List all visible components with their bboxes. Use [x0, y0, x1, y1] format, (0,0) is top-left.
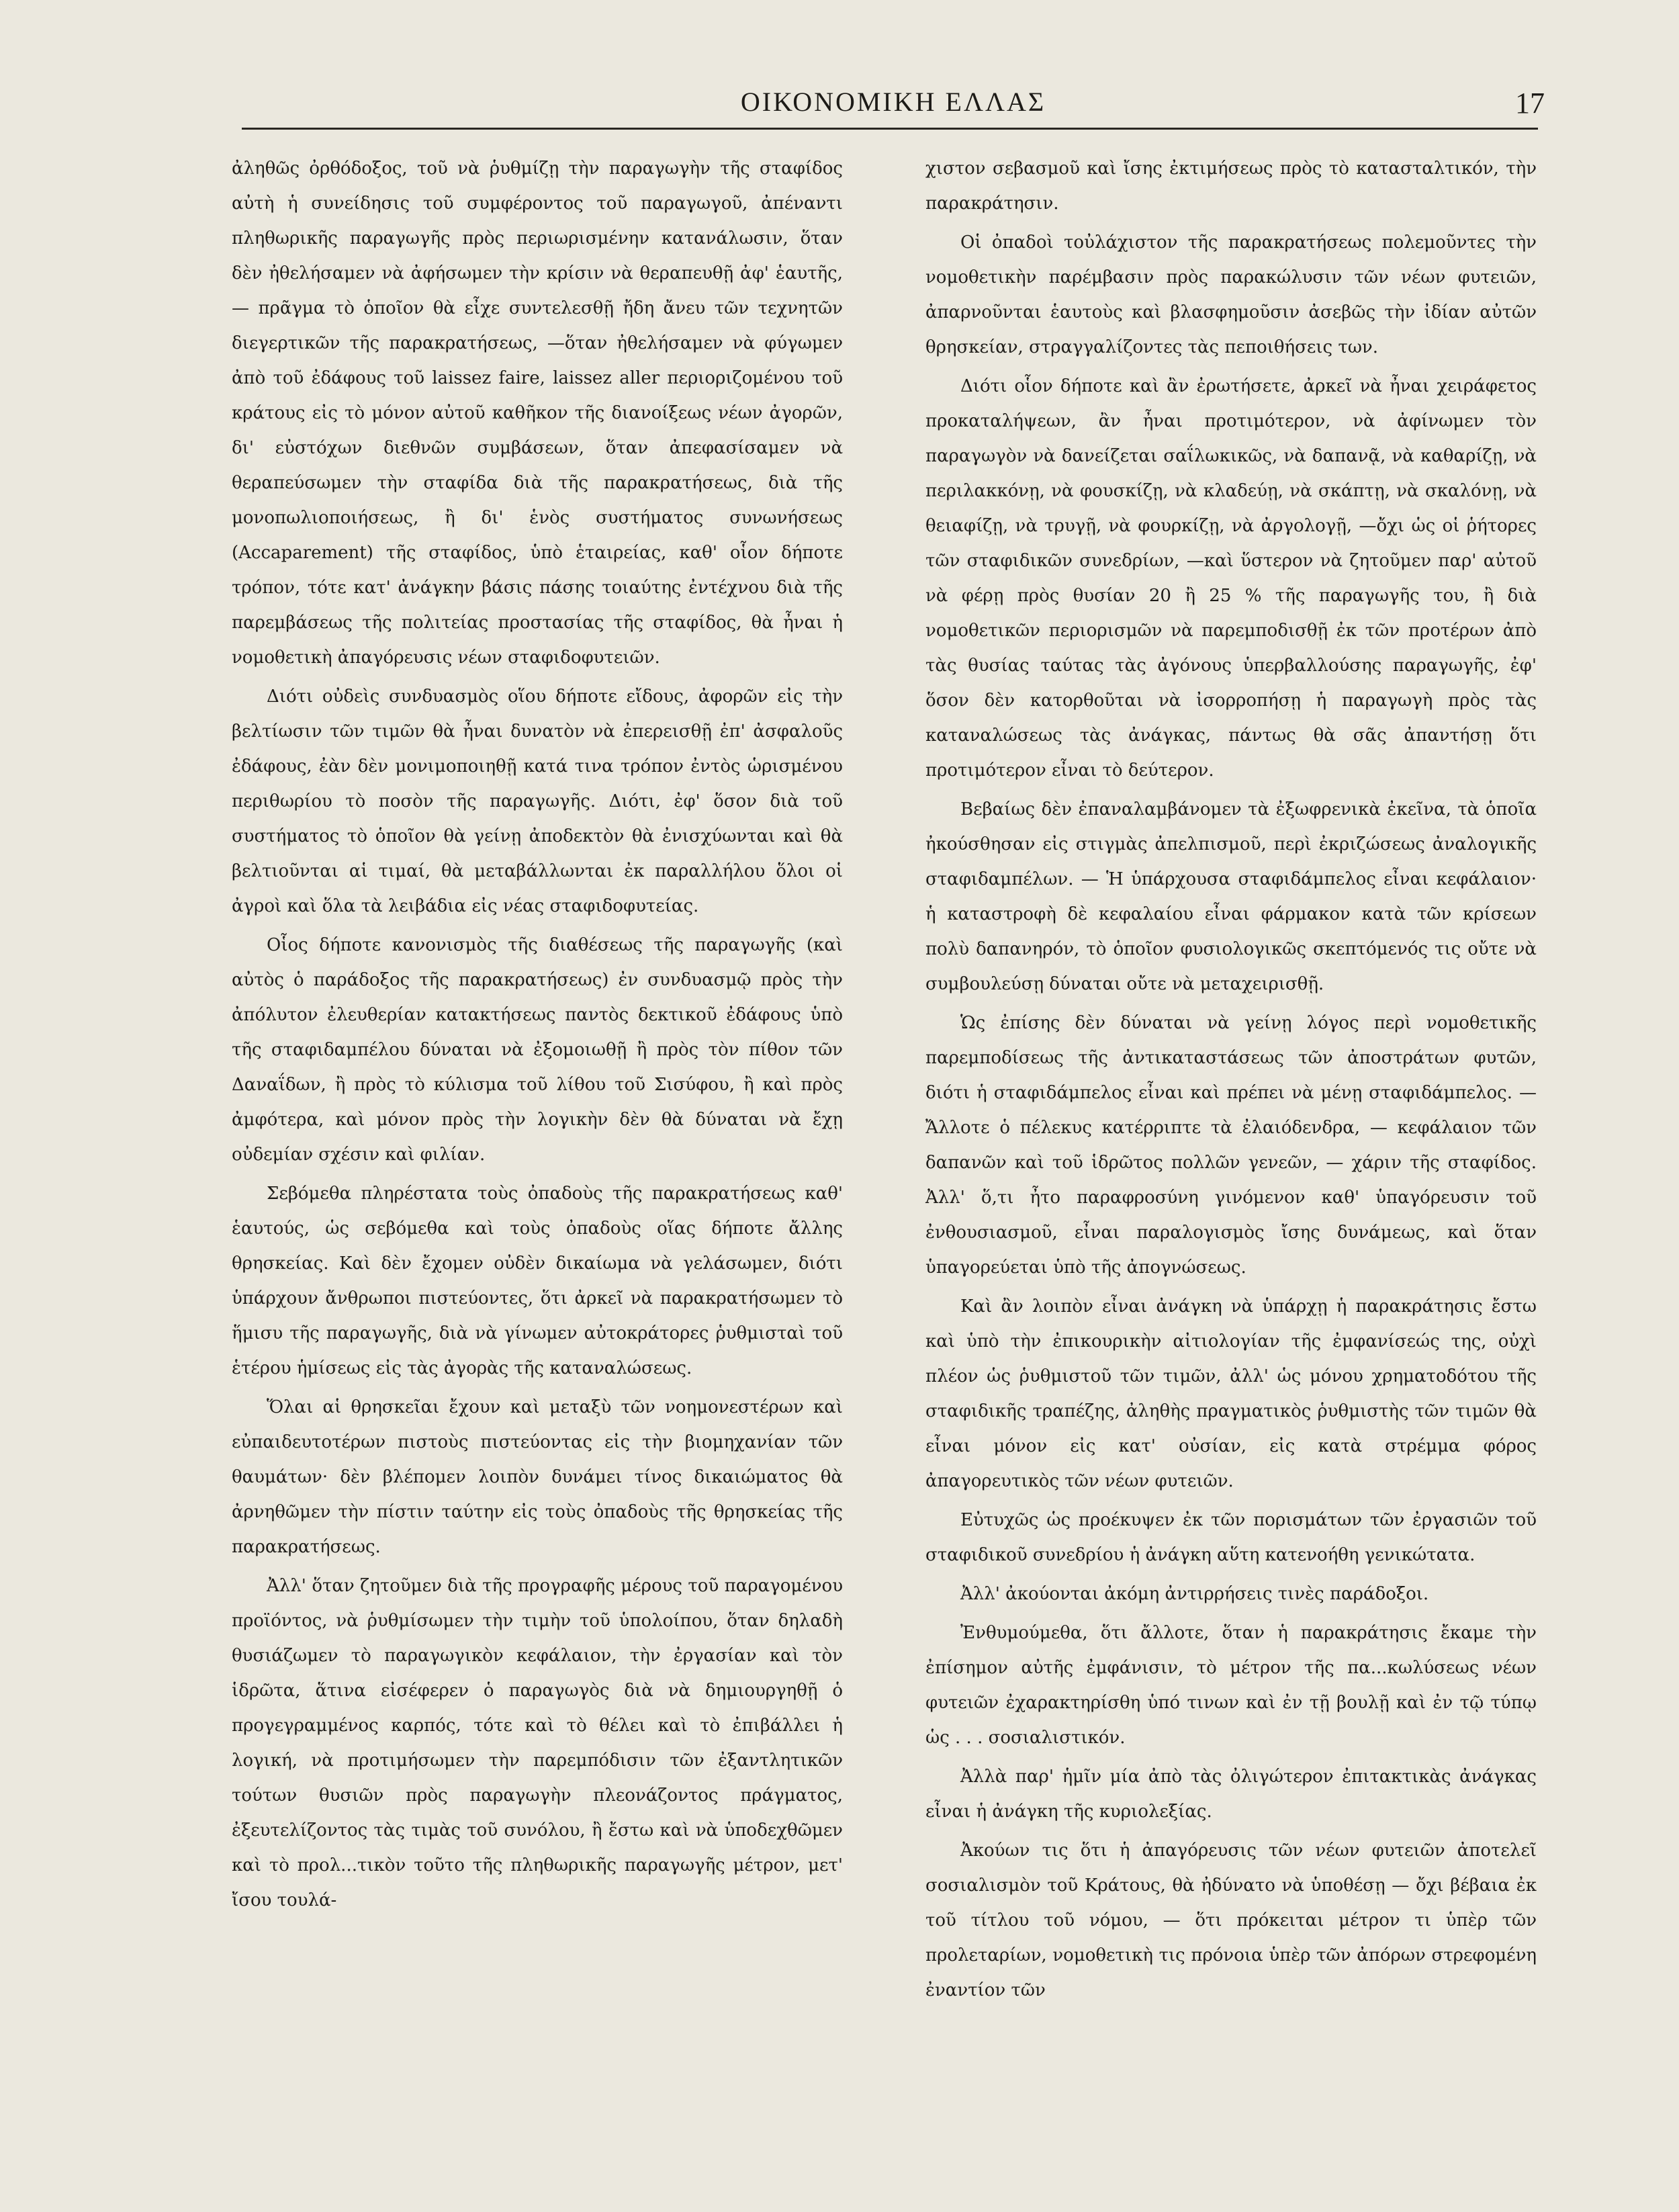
paragraph: Διότι οὐδεὶς συνδυασμὸς οἵου δήποτε εἴδους, ἀφορῶν εἰς τὴν βελτίωσιν τῶν τιμῶν θὰ ἦναι δυνατὸν νὰ ἐπερεισθῇ ἐπ' ἀσφαλοῦς ἐδάφους, ἐὰν δὲν μονιμοποιηθῇ κατά τινα τρόπον ἐντὸς ὡρισμένου περιθωρίου τὸ ποσὸν τῆς παραγωγῆς. Διότι, ἐφ' ὅσον διὰ τοῦ συστήματος τὸ ὁποῖον θὰ γείνῃ ἀποδεκτὸν θὰ ἐνισχύωνται καὶ θὰ βελτιοῦνται αἱ τιμαί, θὰ μεταβάλλωνται ἐκ παραλλήλου ὅλοι οἱ ἀγροὶ καὶ ὅλα τὰ λειβάδια εἰς νέας σταφιδοφυτείας.: [232, 687, 843, 916]
paragraph: Ἐνθυμούμεθα, ὅτι ἄλλοτε, ὅταν ἡ παρακράτησις ἔκαμε τὴν ἐπίσημον αὐτῆς ἐμφάνισιν, τὸ μέτρον τῆς πα...κωλύσεως νέων φυτειῶν ἐχαρακτηρίσθη ὑπό τινων καὶ ἐν τῇ βουλῇ καὶ ἐν τῷ τύπῳ ὡς . . . σοσιαλιστικόν.: [925, 1623, 1537, 1748]
paragraph: ἀληθῶς ὀρθόδοξος, τοῦ νὰ ῥυθμίζῃ τὴν παραγωγὴν τῆς σταφίδος αὐτὴ ἡ συνείδησις τοῦ συμφέροντος τοῦ παραγωγοῦ, ἀπέναντι πληθωρικῆς παραγωγῆς πρὸς περιωρισμένην κατανάλωσιν, ὅταν δὲν ἠθελήσαμεν νὰ ἀφήσωμεν τὴν κρίσιν νὰ θεραπευθῇ ἀφ' ἑαυτῆς, — πρᾶγμα τὸ ὁποῖον θὰ εἶχε συντελεσθῇ ἤδη ἄνευ τῶν τεχνητῶν διεγερτικῶν τῆς παρακρατήσεως, —ὅταν ἠθελήσαμεν νὰ φύγωμεν ἀπὸ τοῦ ἐδάφους τοῦ laissez faire, laissez aller περιοριζομένου τοῦ κράτους εἰς τὸ μόνον αὐτοῦ καθῆκον τῆς διανοίξεως νέων ἀγορῶν, δι' εὐστόχων διεθνῶν συμβάσεων, ὅταν ἀπεφασίσαμεν νὰ θεραπεύσωμεν τὴν σταφίδα διὰ τῆς παρακρατήσεως, διὰ τῆς μονοπωλιοποιήσεως, ἢ δι' ἑνὸς συστήματος συνωνήσεως (Accaparement) τῆς σταφίδος, ὑπὸ ἑταιρείας, καθ' οἷον δήποτε τρόπον, τότε κατ' ἀνάγκην βάσις πάσης τοιαύτης ἐντέχνου διὰ τῆς παρεμβάσεως τῆς πολιτείας προστασίας τῆς σταφίδος, θὰ ἦναι ἡ νομοθετικὴ ἀπαγόρευσις νέων σταφιδοφυτειῶν.: [232, 159, 843, 668]
paragraph: Οἷος δήποτε κανονισμὸς τῆς διαθέσεως τῆς παραγωγῆς (καὶ αὐτὸς ὁ παράδοξος τῆς παρακρατήσεως) ἐν συνδυασμῷ πρὸς τὴν ἀπόλυτον ἐλευθερίαν κατακτήσεως παντὸς δεκτικοῦ ἐδάφους ὑπὸ τῆς σταφιδαμπέλου δύναται νὰ ἐξομοιωθῇ ἢ πρὸς τὸν πίθον τῶν Δαναΐδων, ἢ πρὸς τὸ κύλισμα τοῦ λίθου τοῦ Σισύφου, ἢ καὶ πρὸς ἀμφότερα, καὶ μόνον πρὸς τὴν λογικὴν δὲν θὰ δύναται νὰ ἔχῃ οὐδεμίαν σχέσιν καὶ φιλίαν.: [232, 935, 843, 1165]
paragraph: Οἱ ὀπαδοὶ τοὐλάχιστον τῆς παρακρατήσεως πολεμοῦντες τὴν νομοθετικὴν παρέμβασιν πρὸς παρακώλυσιν τῶν νέων φυτειῶν, ἀπαρνοῦνται ἑαυτοὺς καὶ βλασφημοῦσιν ἀσεβῶς τὴν ἰδίαν αὐτῶν θρησκείαν, στραγγαλίζοντες τὰς πεποιθήσεις των.: [925, 232, 1537, 357]
paragraph: Βεβαίως δὲν ἐπαναλαμβάνομεν τὰ ἐξωφρενικὰ ἐκεῖνα, τὰ ὁποῖα ἠκούσθησαν εἰς στιγμὰς ἀπελπισμοῦ, περὶ ἐκριζώσεως ἀναλογικῆς σταφιδαμπέλων. — Ἡ ὑπάρχουσα σταφιδάμπελος εἶναι κεφάλαιον· ἡ καταστροφὴ δὲ κεφαλαίου εἶναι φάρμακον κατὰ τῶν κρίσεων πολὺ δαπανηρόν, τὸ ὁποῖον φυσιολογικῶς σκεπτόμενός τις οὔτε νὰ συμβουλεύσῃ δύναται οὔτε νὰ μεταχειρισθῇ.: [925, 799, 1537, 994]
running-head: [242, 86, 1545, 126]
paragraph: Ἀκούων τις ὅτι ἡ ἀπαγόρευσις τῶν νέων φυτειῶν ἀποτελεῖ σοσιαλισμὸν τοῦ Κράτους, θὰ ἠδύνατο νὰ ὑποθέσῃ — ὄχι βέβαια ἐκ τοῦ τίτλου τοῦ νόμου, — ὅτι πρόκειται μέτρον τι ὑπὲρ τῶν προλεταρίων, νομοθετικὴ τις πρόνοια ὑπὲρ τῶν ἀπόρων στρεφομένη ἐναντίον τῶν: [925, 1841, 1537, 2000]
right-column: [925, 151, 1537, 2012]
header-rule: [242, 128, 1538, 130]
journal-title: ΟΙΚΟΝΟΜΙΚΗ ΕΛΛΑΣ: [740, 87, 1046, 117]
paragraph: Σεβόμεθα πληρέστατα τοὺς ὀπαδοὺς τῆς παρακρατήσεως καθ' ἑαυτούς, ὡς σεβόμεθα καὶ τοὺς ὀπαδοὺς οἵας δήποτε ἄλλης θρησκείας. Καὶ δὲν ἔχομεν οὐδὲν δικαίωμα νὰ γελάσωμεν, διότι ὑπάρχουν ἄνθρωποι πιστεύοντες, ὅτι ἀρκεῖ νὰ παρακρατήσωμεν τὸ ἥμισυ τῆς παραγωγῆς, διὰ νὰ γίνωμεν αὐτοκράτορες ῥυθμισταὶ τοῦ ἑτέρου ἡμίσεως εἰς τὰς ἀγορὰς τῆς καταναλώσεως.: [232, 1184, 843, 1378]
paragraph: Ἀλλ' ἀκούονται ἀκόμη ἀντιρρήσεις τινὲς παράδοξοι.: [960, 1584, 1429, 1604]
paragraph: Καὶ ἂν λοιπὸν εἶναι ἀνάγκη νὰ ὑπάρχῃ ἡ παρακράτησις ἔστω καὶ ὑπὸ τὴν ἐπικουρικὴν αἰτιολογίαν τῆς ἐμφανίσεώς της, οὐχὶ πλέον ὡς ῥυθμιστοῦ τῶν τιμῶν, ἀλλ' ὡς μόνου χρηματοδότου τῆς σταφιδικῆς τραπέζης, ἀληθὴς πραγματικὸς ῥυθμιστὴς τῶν τιμῶν θὰ εἶναι μόνον εἰς κατ' οὐσίαν, εἰς κατὰ στρέμμα φόρος ἀπαγορευτικὸς τῶν νέων φυτειῶν.: [925, 1296, 1537, 1491]
paragraph: Διότι οἷον δήποτε καὶ ἂν ἐρωτήσετε, ἀρκεῖ νὰ ἦναι χειράφετος προκαταλήψεων, ἂν ἦναι προτιμότερον, νὰ ἀφίνωμεν τὸν παραγωγὸν νὰ δανείζεται σαΐλωκικῶς, νὰ δαπανᾷ, νὰ καθαρίζῃ, νὰ περιλακκόνῃ, νὰ φουσκίζῃ, νὰ κλαδεύῃ, νὰ σκάπτῃ, νὰ σκαλόνῃ, νὰ θειαφίζῃ, νὰ τρυγῇ, νὰ φουρκίζῃ, νὰ ἀργολογῇ, —ὄχι ὡς οἱ ῥήτορες τῶν σταφιδικῶν συνεδρίων, —καὶ ὕστερον νὰ ζητοῦμεν παρ' αὐτοῦ νὰ φέρῃ πρὸς θυσίαν 20 ἢ 25 % τῆς παραγωγῆς του, ἢ διὰ νομοθετικῶν περιορισμῶν νὰ παρεμποδισθῇ ἐκ τῶν προτέρων ἀπὸ τὰς θυσίας ταύτας τὰς ἀγόνους ὑπερβαλλούσης παραγωγῆς, ἐφ' ὅσον δὲν κατορθοῦται νὰ ἰσορροπήσῃ ἡ παραγωγὴ πρὸς τὰς καταναλώσεως τὰς ἀνάγκας, πάντως θὰ σᾶς ἀπαντήσῃ ὅτι προτιμότερον εἶναι τὸ δεύτερον.: [925, 376, 1537, 781]
left-column: [232, 151, 843, 1922]
page-number: 17: [1515, 87, 1545, 120]
paragraph: Ὡς ἐπίσης δὲν δύναται νὰ γείνῃ λόγος περὶ νομοθετικῆς παρεμποδίσεως τῆς ἀντικαταστάσεως τῶν ἀποστράτων φυτῶν, διότι ἡ σταφιδάμπελος εἶναι καὶ πρέπει νὰ μένῃ σταφιδάμπελος. — Ἄλλοτε ὁ πέλεκυς κατέρριπτε τὰ ἐλαιόδενδρα, — κεφάλαιον τῶν δαπανῶν καὶ τοῦ ἱδρῶτος πολλῶν γενεῶν, — χάριν τῆς σταφίδος. Ἀλλ' ὅ,τι ἦτο παραφροσύνη γινόμενον καθ' ὑπαγόρευσιν τοῦ ἐνθουσιασμοῦ, εἶναι παραλογισμὸς ἴσης δυνάμεως, καὶ ὅταν ὑπαγορεύεται ὑπὸ τῆς ἀπογνώσεως.: [925, 1013, 1537, 1278]
paragraph: χιστον σεβασμοῦ καὶ ἴσης ἐκτιμήσεως πρὸς τὸ κατασταλτικόν, τὴν παρακράτησιν.: [925, 159, 1537, 214]
paragraph: Εὐτυχῶς ὡς προέκυψεν ἐκ τῶν πορισμάτων τῶν ἐργασιῶν τοῦ σταφιδικοῦ συνεδρίου ἡ ἀνάγκη αὕτη κατενοήθη γενικώτατα.: [925, 1510, 1537, 1565]
paragraph: Ἀλλ' ὅταν ζητοῦμεν διὰ τῆς προγραφῆς μέρους τοῦ παραγομένου προϊόντος, νὰ ῥυθμίσωμεν τὴν τιμὴν τοῦ ὑπολοίπου, ὅταν δηλαδὴ θυσιάζωμεν τὸ παραγωγικὸν κεφάλαιον, τὴν ἐργασίαν καὶ τὸν ἱδρῶτα, ἅτινα εἰσέφερεν ὁ παραγωγὸς διὰ νὰ δημιουργηθῇ ὁ προγεγραμμένος καρπός, τότε καὶ τὸ θέλει καὶ τὸ ἐπιβάλλει ἡ λογική, νὰ προτιμήσωμεν τὴν παρεμπόδισιν τῶν ἐξαντλητικῶν τούτων θυσιῶν πρὸς παραγωγὴν πλεονάζοντος πράγματος, ἐξευτελίζοντος τὰς τιμὰς τοῦ συνόλου, ἢ ἔστω καὶ νὰ ὑποδεχθῶμεν καὶ τὸ προλ...τικὸν τοῦτο τῆς πληθωρικῆς παραγωγῆς μέτρον, μετ' ἴσου τουλά-: [232, 1576, 843, 1910]
paragraph: Ὅλαι αἱ θρησκεῖαι ἔχουν καὶ μεταξὺ τῶν νοημονεστέρων καὶ εὐπαιδευτοτέρων πιστοὺς πιστεύοντας εἰς τὴν βιομηχανίαν τῶν θαυμάτων· δὲν βλέπομεν λοιπὸν δυνάμει τίνος δικαιώματος θὰ ἀρνηθῶμεν τὴν πίστιν ταύτην εἰς τοὺς ὀπαδοὺς τῆς θρησκείας τῆς παρακρατήσεως.: [232, 1397, 843, 1557]
paragraph: Ἀλλὰ παρ' ἡμῖν μία ἀπὸ τὰς ὀλιγώτερον ἐπιτακτικὰς ἀνάγκας εἶναι ἡ ἀνάγκη τῆς κυριολεξίας.: [925, 1767, 1537, 1822]
